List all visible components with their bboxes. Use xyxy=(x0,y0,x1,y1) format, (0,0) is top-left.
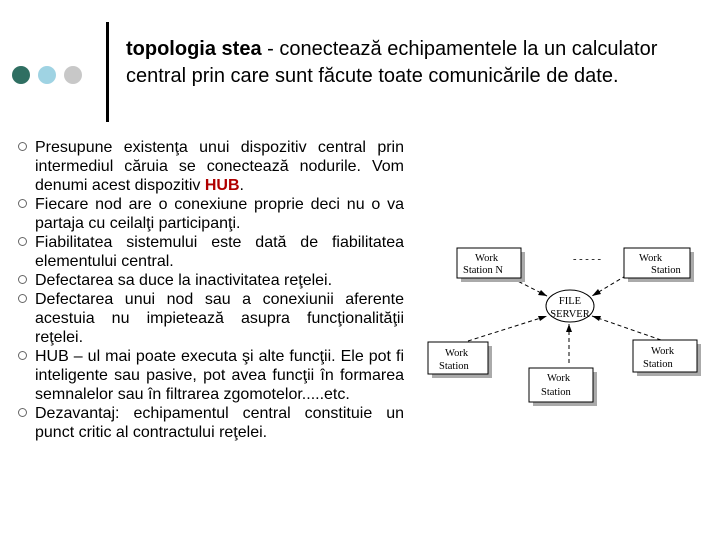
node-label-1: Work xyxy=(651,346,675,357)
bullet-item xyxy=(18,233,404,271)
bullet-text: Presupune existenţa unui dispozitiv central prin intermediul căruia se conectează nodurile. Vom denumi acest dispozitiv xyxy=(35,139,404,194)
arrowhead xyxy=(538,290,547,296)
bullet-item xyxy=(18,195,404,233)
dot-light xyxy=(38,66,56,84)
bullet-text: HUB – ul mai poate executa şi alte funcţii. Ele pot fi inteligente sau pasive, pot avea funcţii în formarea semnalelor sau în filtrarea zgomotelor.....etc. xyxy=(35,348,404,403)
bullet-marker-icon xyxy=(18,142,27,151)
arrowhead xyxy=(592,316,601,321)
dot-gray xyxy=(64,66,82,84)
node-label-2: Station xyxy=(643,359,673,370)
link-left xyxy=(468,316,547,341)
link-right xyxy=(592,316,661,340)
node-label-2: Station xyxy=(651,265,681,276)
node-label-2: Station xyxy=(439,361,469,372)
bullet-text: Fiabilitatea sistemului este dată de fiabilitatea elementului central. xyxy=(35,234,404,270)
bullet-item xyxy=(18,271,404,290)
bullet-marker-icon xyxy=(18,237,27,246)
title-bold: topologia stea xyxy=(126,38,262,60)
bullet-item xyxy=(18,290,404,347)
bullet-text-after: . xyxy=(239,177,244,194)
arrowhead xyxy=(566,324,572,332)
bullet-marker-icon xyxy=(18,408,27,417)
node-label-2: Station xyxy=(541,387,571,398)
dot-dark xyxy=(12,66,30,84)
bullet-marker-icon xyxy=(18,275,27,284)
node-top-right xyxy=(624,248,694,282)
bullet-text: Fiecare nod are o conexiune proprie deci nu o va partaja cu ceilalţi participanţi. xyxy=(35,196,404,232)
decorative-dots xyxy=(12,66,82,84)
title-divider xyxy=(106,22,109,122)
arrowhead xyxy=(592,289,601,296)
hub-node xyxy=(546,290,594,322)
bullet-text: Dezavantaj: echipamentul central constituie un punct critic al contractului reţelei. xyxy=(35,405,404,441)
bullet-highlight: HUB xyxy=(204,177,240,194)
node-left xyxy=(428,342,492,378)
bullet-list xyxy=(18,138,404,442)
arrowhead xyxy=(538,316,547,321)
node-right xyxy=(633,340,701,376)
node-label-1: Work xyxy=(445,348,469,359)
title-rest: - conectează echipamentele la un calculator central prin care sunt făcute toate comunicările de date. xyxy=(126,38,658,87)
node-label-1: Work xyxy=(547,373,571,384)
node-bottom xyxy=(529,368,597,406)
bullet-text: Defectarea sa duce la inactivitatea reţelei. xyxy=(35,272,333,289)
bullet-item xyxy=(18,347,404,404)
node-label-1: Work xyxy=(639,253,663,264)
bullet-marker-icon xyxy=(18,351,27,360)
bullet-marker-icon xyxy=(18,294,27,303)
bullet-item xyxy=(18,138,404,195)
star-topology-diagram xyxy=(425,238,715,410)
bullet-text: Defectarea unui nod sau a conexiunii aferente acestuia nu impietează asupra funcţionalităţii reţelei. xyxy=(35,291,404,346)
bullet-item xyxy=(18,404,404,442)
bullet-marker-icon xyxy=(18,199,27,208)
hub-label-2: SERVER xyxy=(550,309,590,320)
ellipsis-dashes: - - - - - xyxy=(573,254,601,265)
slide-title xyxy=(126,36,706,90)
node-label-1: Work xyxy=(475,253,499,264)
node-top-left xyxy=(457,248,525,282)
node-label-2: Station N xyxy=(463,265,503,276)
hub-label-1: FILE xyxy=(558,296,582,307)
